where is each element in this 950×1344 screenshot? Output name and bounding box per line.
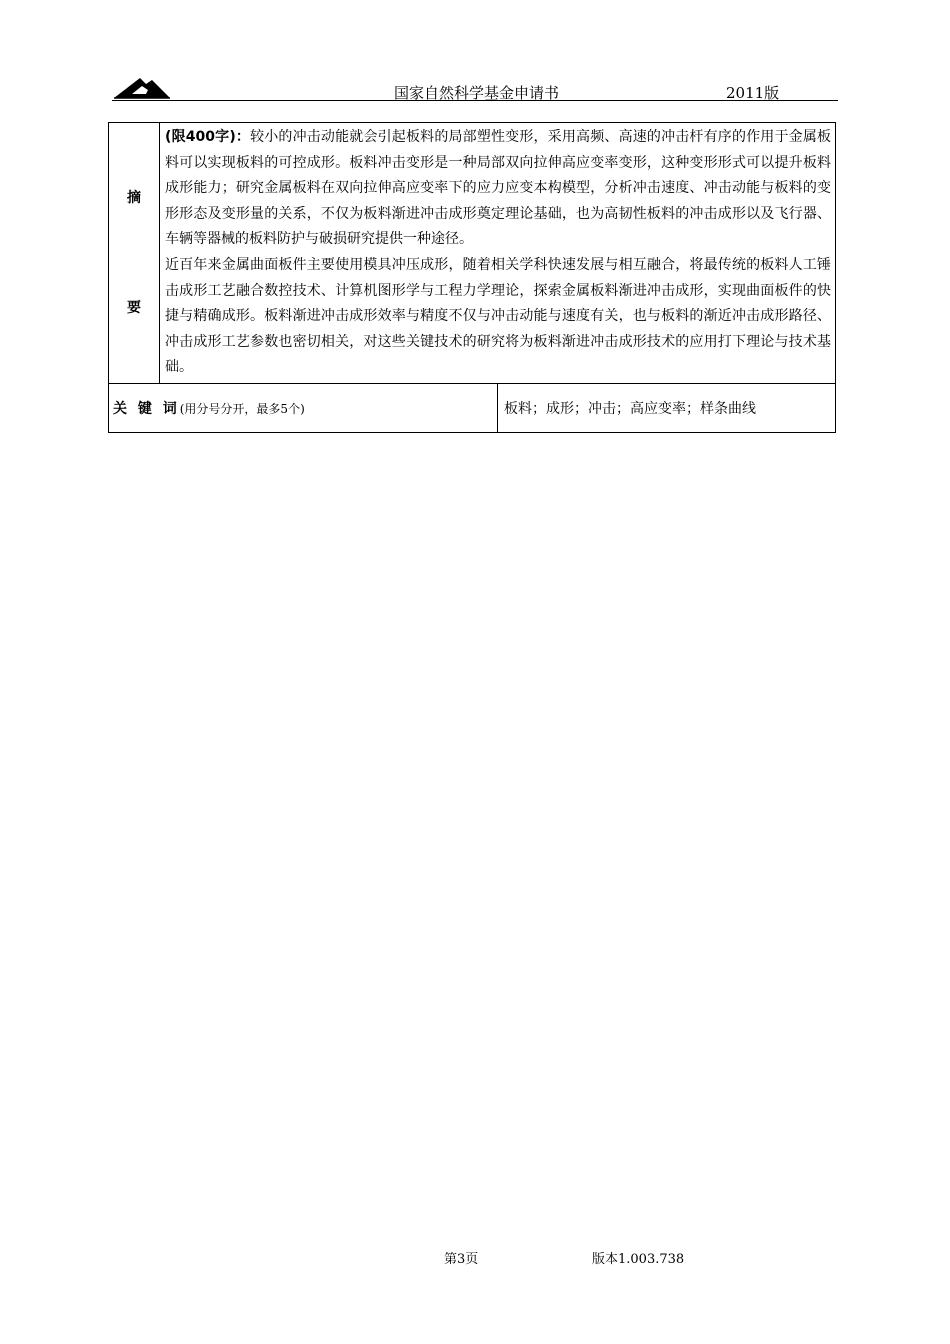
application-form-table: [108, 122, 836, 433]
abstract-paragraph-1-text: 较小的冲击动能就会引起板料的局部塑性变形，采用高频、高速的冲击杆有序的作用于金属板料可以实现板料的可控成形。板料冲击变形是一种局部双向拉伸高应变率变形，这种变形形式可以提升板料成形能力；研究金属板料在双向拉伸高应变率下的应力应变本构模型，分析冲击速度、冲击动能与板料的变形形态及变形量的关系，不仅为板料渐进冲击成形奠定理论基础，也为高韧性板料的冲击成形以及飞行器、车辆等器械的板料防护与破损研究提供一种途径。: [165, 129, 831, 248]
abstract-paragraph-2: 近百年来金属曲面板件主要使用模具冲压成形，随着相关学科快速发展与相互融合，将最传统的板料人工锤击成形工艺融合数控技术、计算机图形学与工程力学理论，探索金属板料渐进冲击成形，实现曲面板件的快捷与精确成形。板料渐进冲击成形效率与精度不仅与冲击动能与速度有关，也与板料的渐近冲击成形路径、冲击成形工艺参数也密切相关，对这些关键技术的研究将为板料渐进冲击成形技术的应用打下理论与技术基础。: [165, 256, 831, 376]
header-title: 国家自然科学基金申请书: [394, 84, 560, 102]
keywords-value: 板料；成形；冲击；高应变率；样条曲线: [498, 383, 836, 432]
abstract-label-top: 摘: [127, 189, 141, 206]
keywords-label-cell: [109, 383, 498, 432]
abstract-paragraph-1: [165, 125, 831, 253]
page-number: 第3页: [444, 1252, 479, 1267]
keywords-row: [109, 383, 836, 432]
keywords-label: 关 键 词: [113, 400, 180, 417]
abstract-label-bottom: 要: [127, 299, 141, 316]
abstract-limit-note: (限400字)：: [165, 129, 251, 145]
nsfc-mountain-logo-icon: [112, 72, 172, 100]
abstract-row: [109, 123, 836, 384]
keywords-note: (用分号分开，最多5个): [179, 401, 305, 416]
abstract-label: [109, 123, 160, 384]
abstract-content: [160, 123, 836, 384]
header-version: 2011版: [726, 84, 780, 102]
build-version: 版本1.003.738: [592, 1252, 685, 1267]
page-header: [112, 64, 838, 101]
